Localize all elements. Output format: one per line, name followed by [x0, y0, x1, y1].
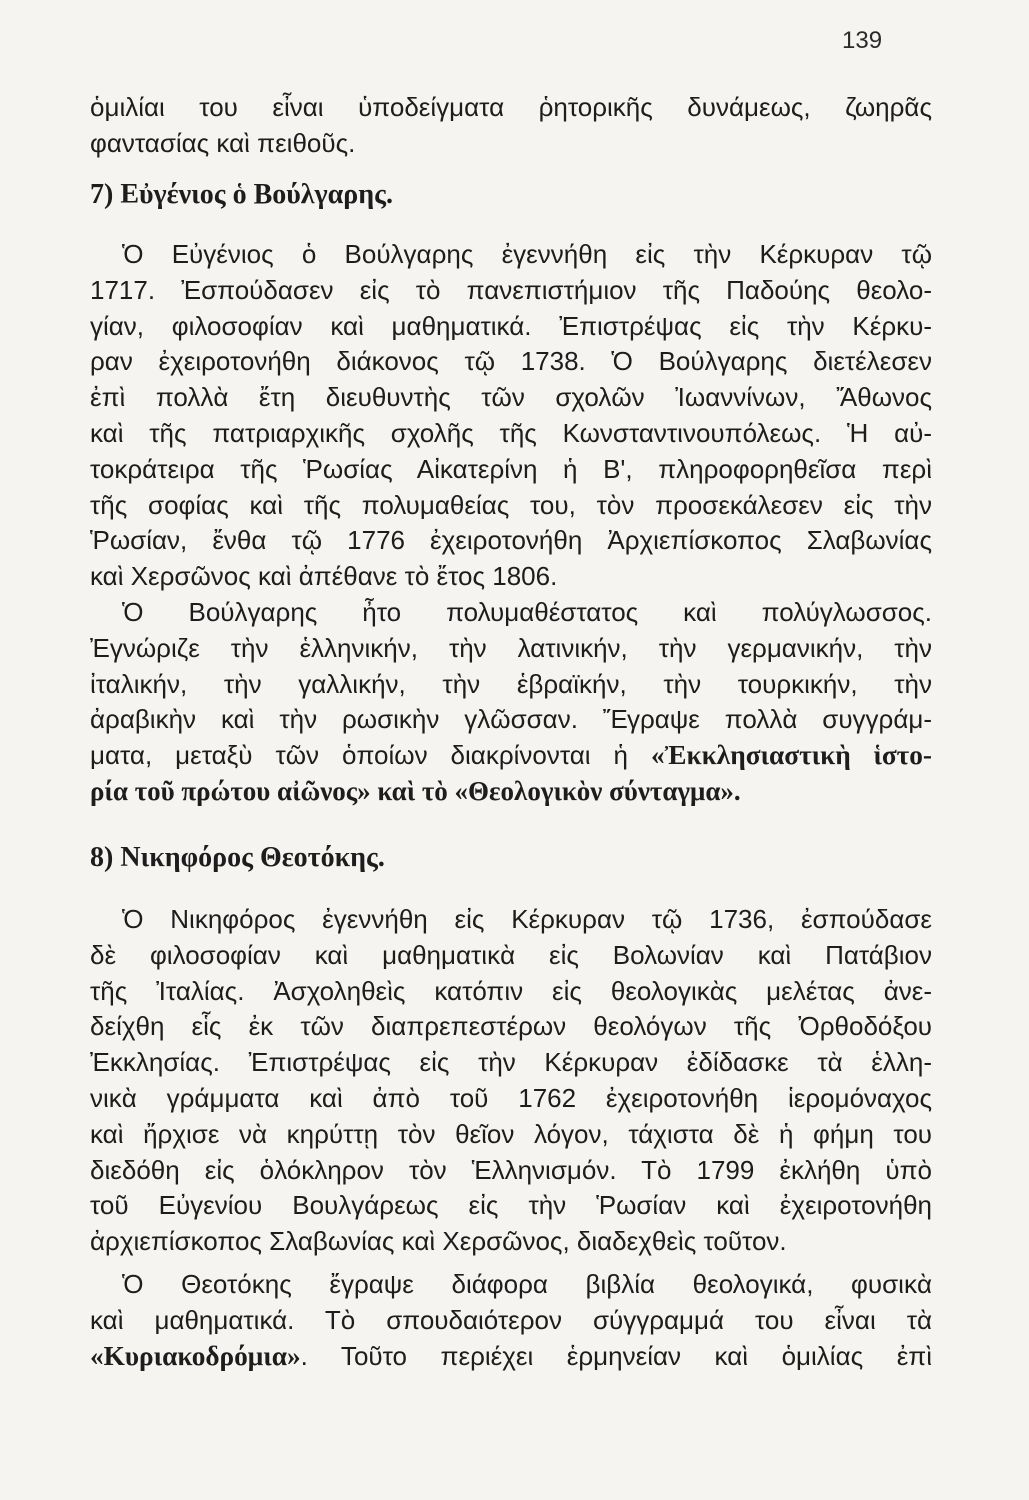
text-line: δείχθη εἷς ἐκ τῶν διαπρεπεστέρων θεολόγων τῆς Ὀρθοδόξου	[90, 1011, 932, 1042]
line-text: ματα, μεταξὺ τῶν ὁποίων διακρίνονται ἡ	[90, 740, 651, 771]
page-number: 139	[842, 27, 883, 54]
text-line: Ῥωσίαν, ἔνθα τῷ 1776 ἐχειροτονήθη Ἀρχιεπίσκοπος Σλαβωνίας	[90, 525, 932, 556]
text-line: 1717. Ἐσπούδασεν εἰς τὸ πανεπιστήμιον τῆς Παδούης θεολο-	[90, 274, 932, 305]
section-body-theotokis	[90, 902, 932, 1374]
section-heading-bulgaris: 7) Εὐγένιος ὁ Βούλγαρης.	[90, 179, 393, 210]
paragraph	[90, 237, 932, 595]
text-line: δὲ φιλοσοφίαν καὶ μαθηματικὰ εἰς Βολωνίαν καὶ Πατάβιον	[90, 939, 932, 970]
section-body-bulgaris	[90, 237, 932, 810]
text-line-book-titles: ρία τοῦ πρώτου αἰῶνος» καὶ τὸ «Θεολογικὸν σύνταγμα».	[90, 775, 741, 806]
text-line: νικὰ γράμματα καὶ ἀπὸ τοῦ 1762 ἐχειροτονήθη ἱερομόναχος	[90, 1082, 932, 1113]
text-line: τοκράτειρα τῆς Ῥωσίας Αἰκατερίνη ἡ Β', πληροφορηθεῖσα περὶ	[90, 453, 932, 484]
text-line: Ὁ Εὐγένιος ὁ Βούλγαρης ἐγεννήθη εἰς τὴν Κέρκυραν τῷ	[122, 239, 932, 269]
text-line: ἀρχιεπίσκοπος Σλαβωνίας καὶ Χερσῶνος, διαδεχθεὶς τοῦτον.	[90, 1226, 787, 1257]
text-line: φαντασίας καὶ πειθοῦς.	[90, 127, 356, 158]
paragraph	[90, 902, 932, 1260]
text-line: τῆς Ἰταλίας. Ἀσχοληθεὶς κατόπιν εἰς θεολογικὰς μελέτας ἀνε-	[90, 975, 932, 1006]
text-line	[90, 738, 932, 774]
text-line: Ὁ Βούλγαρης ἦτο πολυμαθέστατος καὶ πολύγλωσσος.	[122, 596, 932, 627]
text-line: καὶ ἤρχισε νὰ κηρύττῃ τὸν θεῖον λόγον, τάχιστα δὲ ἡ φήμη του	[90, 1118, 932, 1149]
book-title: «Ἐκκλησιαστικὴ ἱστο-	[650, 740, 932, 771]
book-title: «Κυριακοδρόμια»	[90, 1340, 301, 1371]
paragraph	[90, 1267, 932, 1374]
text-line	[90, 1339, 932, 1375]
text-line: ραν ἐχειροτονήθη διάκονος τῷ 1738. Ὁ Βούλγαρης διετέλεσεν	[90, 346, 932, 377]
text-line: Ἐκκλησίας. Ἐπιστρέψας εἰς τὴν Κέρκυραν ἐδίδασκε τὰ ἑλλη-	[90, 1047, 932, 1078]
text-line: καὶ Χερσῶνος καὶ ἀπέθανε τὸ ἔτος 1806.	[90, 561, 558, 592]
text-line: τῆς σοφίας καὶ τῆς πολυμαθείας του, τὸν προσεκάλεσεν εἰς τὴν	[90, 489, 932, 520]
continued-paragraph	[90, 90, 932, 162]
line-text: . Τοῦτο περιέχει ἑρμηνείαν καὶ ὁμιλίας ἐπὶ	[300, 1340, 932, 1371]
text-line: ὁμιλίαι του εἶναι ὑποδείγματα ῥητορικῆς δυνάμεως, ζωηρᾶς	[90, 92, 932, 122]
text-line: ἀραβικὴν καὶ τὴν ρωσικὴν γλῶσσαν. Ἔγραψε πολλὰ συγγράμ-	[90, 704, 932, 735]
text-line: γίαν, φιλοσοφίαν καὶ μαθηματικά. Ἐπιστρέψας εἰς τὴν Κέρκυ-	[90, 310, 932, 341]
text-line: Ὁ Νικηφόρος ἐγεννήθη εἰς Κέρκυραν τῷ 1736, ἐσπούδασε	[122, 904, 932, 934]
text-line: διεδόθη εἰς ὁλόκληρον τὸν Ἑλληνισμόν. Τὸ 1799 ἐκλήθη ὑπὸ	[90, 1154, 932, 1185]
section-heading-theotokis: 8) Νικηφόρος Θεοτόκης.	[90, 842, 385, 873]
text-line: καὶ μαθηματικά. Τὸ σπουδαιότερον σύγγραμμά του εἶναι τὰ	[90, 1304, 932, 1335]
text-line: Ἐγνώριζε τὴν ἑλληνικήν, τὴν λατινικήν, τὴν γερμανικήν, τὴν	[90, 632, 932, 663]
text-line: τοῦ Εὐγενίου Βουλγάρεως εἰς τὴν Ῥωσίαν καὶ ἐχειροτονήθη	[90, 1190, 932, 1221]
paragraph	[90, 595, 932, 810]
text-line: ἐπὶ πολλὰ ἔτη διευθυντὴς τῶν σχολῶν Ἰωαννίνων, Ἄθωνος	[90, 382, 932, 413]
text-line: Ὁ Θεοτόκης ἔγραψε διάφορα βιβλία θεολογικά, φυσικὰ	[122, 1268, 932, 1299]
text-line: ἰταλικήν, τὴν γαλλικήν, τὴν ἑβραϊκήν, τὴν τουρκικήν, τὴν	[90, 668, 932, 699]
text-line: καὶ τῆς πατριαρχικῆς σχολῆς τῆς Κωνσταντινουπόλεως. Ἡ αὐ-	[90, 417, 932, 448]
